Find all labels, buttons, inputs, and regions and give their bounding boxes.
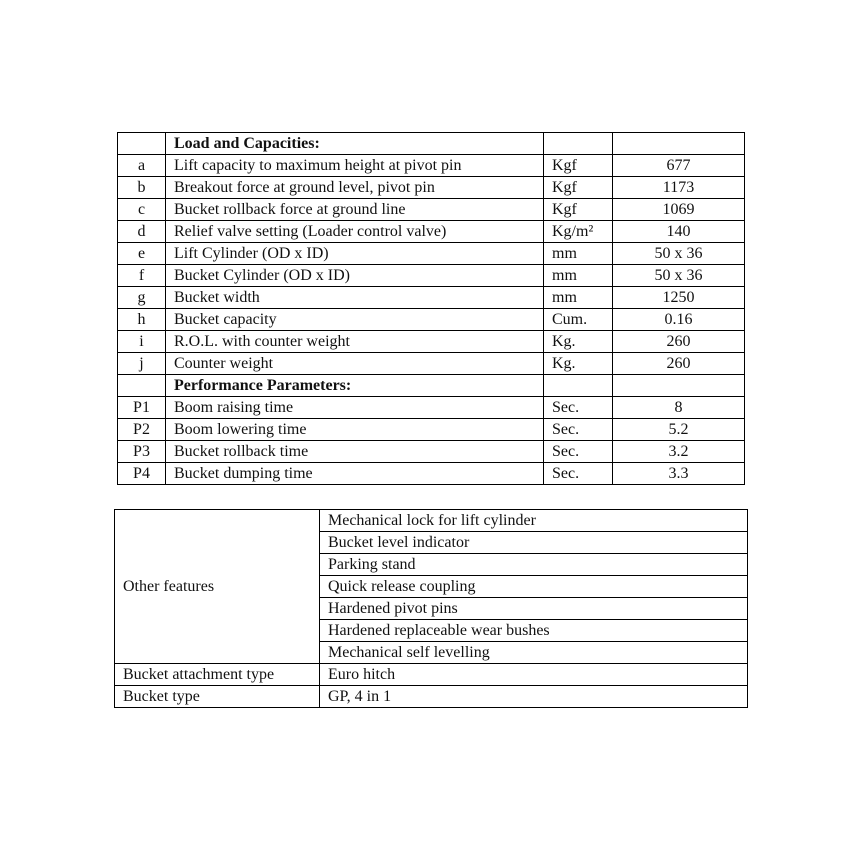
spec-description: R.O.L. with counter weight [166, 331, 544, 353]
spec-code: P3 [118, 441, 166, 463]
spec-description: Counter weight [166, 353, 544, 375]
spec-unit: mm [544, 265, 613, 287]
spec-value: 140 [613, 221, 745, 243]
spec-section-row [118, 375, 745, 397]
spec-value: 5.2 [613, 419, 745, 441]
spec-value: 3.2 [613, 441, 745, 463]
bucket-type-label: Bucket type [115, 686, 320, 708]
spec-value [613, 133, 745, 155]
spec-unit: Kg. [544, 353, 613, 375]
spec-unit: Kgf [544, 155, 613, 177]
spec-value: 3.3 [613, 463, 745, 485]
spec-value: 50 x 36 [613, 265, 745, 287]
spec-row [118, 221, 745, 243]
spec-section-row [118, 133, 745, 155]
features-table [114, 509, 748, 708]
spec-unit: Kgf [544, 199, 613, 221]
spec-section-title: Load and Capacities: [166, 133, 544, 155]
spec-code: g [118, 287, 166, 309]
feature-item: Quick release coupling [320, 576, 748, 598]
spec-row [118, 243, 745, 265]
spec-description: Boom raising time [166, 397, 544, 419]
spec-code: P2 [118, 419, 166, 441]
spec-code: h [118, 309, 166, 331]
spec-row [118, 155, 745, 177]
spec-value: 677 [613, 155, 745, 177]
spec-code: P1 [118, 397, 166, 419]
spec-row [118, 463, 745, 485]
attachment-row [115, 664, 748, 686]
spec-code: a [118, 155, 166, 177]
spec-value: 1173 [613, 177, 745, 199]
spec-code: b [118, 177, 166, 199]
spec-row [118, 419, 745, 441]
spec-value: 260 [613, 353, 745, 375]
spec-unit: Sec. [544, 419, 613, 441]
spec-row [118, 309, 745, 331]
spec-description: Lift Cylinder (OD x ID) [166, 243, 544, 265]
bucket-attachment-label: Bucket attachment type [115, 664, 320, 686]
spec-value: 0.16 [613, 309, 745, 331]
spec-row [118, 265, 745, 287]
feature-item: Mechanical lock for lift cylinder [320, 510, 748, 532]
spec-code [118, 375, 166, 397]
spec-unit: Sec. [544, 397, 613, 419]
spec-code: e [118, 243, 166, 265]
spec-value: 260 [613, 331, 745, 353]
spec-code [118, 133, 166, 155]
spec-unit: Sec. [544, 463, 613, 485]
spec-description: Bucket rollback force at ground line [166, 199, 544, 221]
spec-description: Boom lowering time [166, 419, 544, 441]
spec-row [118, 353, 745, 375]
bucket-attachment-value: Euro hitch [320, 664, 748, 686]
spec-code: i [118, 331, 166, 353]
spec-description: Bucket capacity [166, 309, 544, 331]
other-features-label: Other features [115, 510, 320, 664]
feature-item: Hardened replaceable wear bushes [320, 620, 748, 642]
spec-row [118, 287, 745, 309]
spec-unit: mm [544, 243, 613, 265]
spec-code: f [118, 265, 166, 287]
spec-description: Bucket Cylinder (OD x ID) [166, 265, 544, 287]
spec-unit [544, 375, 613, 397]
spec-value: 8 [613, 397, 745, 419]
spec-row [118, 397, 745, 419]
spec-row [118, 441, 745, 463]
spec-unit: Kg/m² [544, 221, 613, 243]
spec-value [613, 375, 745, 397]
spec-unit [544, 133, 613, 155]
spec-code: d [118, 221, 166, 243]
spec-unit: Sec. [544, 441, 613, 463]
spec-description: Lift capacity to maximum height at pivot pin [166, 155, 544, 177]
spec-description: Bucket rollback time [166, 441, 544, 463]
spec-description: Relief valve setting (Loader control valve) [166, 221, 544, 243]
spec-code: j [118, 353, 166, 375]
spec-row [118, 177, 745, 199]
spec-code: P4 [118, 463, 166, 485]
spec-row [118, 199, 745, 221]
spec-description: Bucket dumping time [166, 463, 544, 485]
spec-value: 1069 [613, 199, 745, 221]
spec-row [118, 331, 745, 353]
feature-item: Mechanical self levelling [320, 642, 748, 664]
feature-item: Bucket level indicator [320, 532, 748, 554]
spec-description: Breakout force at ground level, pivot pin [166, 177, 544, 199]
feature-row [115, 510, 748, 532]
spec-code: c [118, 199, 166, 221]
specifications-table [117, 132, 745, 485]
spec-unit: Cum. [544, 309, 613, 331]
bucket-type-row [115, 686, 748, 708]
feature-item: Parking stand [320, 554, 748, 576]
spec-unit: Kg. [544, 331, 613, 353]
spec-unit: mm [544, 287, 613, 309]
feature-item: Hardened pivot pins [320, 598, 748, 620]
spec-unit: Kgf [544, 177, 613, 199]
spec-value: 1250 [613, 287, 745, 309]
spec-section-title: Performance Parameters: [166, 375, 544, 397]
bucket-type-value: GP, 4 in 1 [320, 686, 748, 708]
spec-value: 50 x 36 [613, 243, 745, 265]
spec-description: Bucket width [166, 287, 544, 309]
